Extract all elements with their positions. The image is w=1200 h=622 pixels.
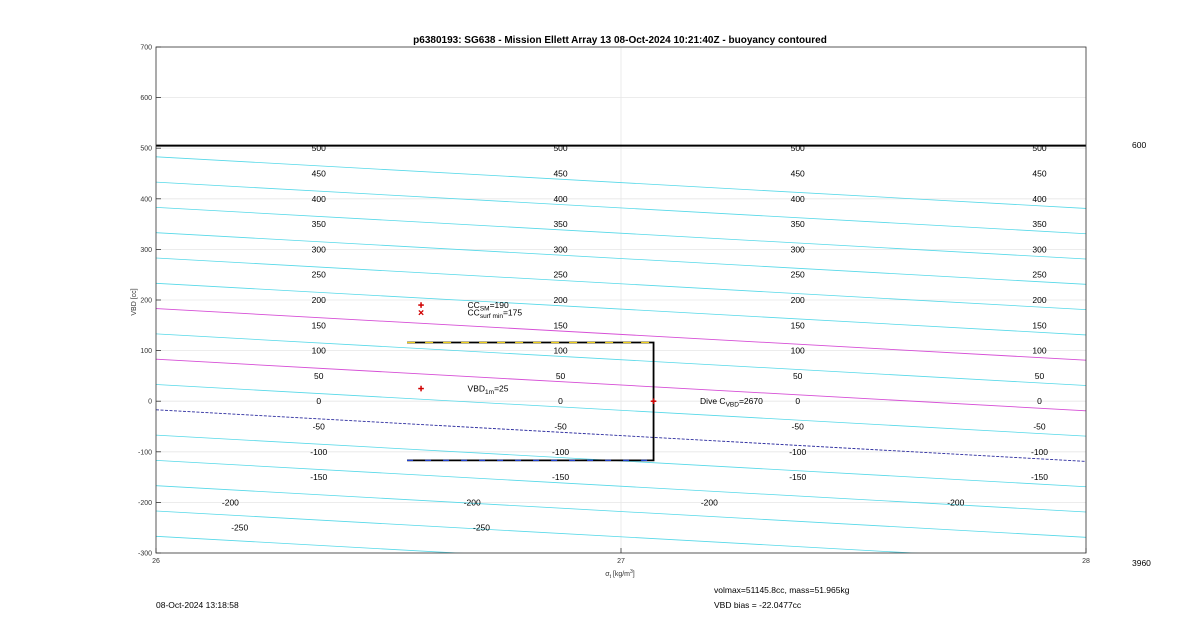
contour-label: 200 [311,295,326,305]
right-label-bottom: 3960 [1132,558,1151,568]
contour-label: 100 [790,345,805,356]
grid-lines [156,47,1086,553]
contour-label: -50 [312,421,325,432]
contour-label: 300 [311,244,326,255]
chart-title: p6380193: SG638 - Mission Ellett Array 13 08-Oct-2024 10:21:40Z - buoyancy contoured [413,35,827,46]
y-tick-label: 200 [140,297,152,305]
annotation-cc-surf: $CC_{surf min}=175$ [467,307,523,321]
x-tick-label: 28 [1082,558,1090,565]
contour-label: -50 [1033,421,1046,432]
contour-label: 150 [553,320,568,331]
contour-label: 0 [1037,396,1042,407]
x-tick-label: 26 [152,558,160,565]
contour-label: -50 [791,421,804,432]
y-tick-label: 100 [140,348,152,356]
x-tick-label: 27 [617,558,625,565]
contour-label: 300 [1032,244,1047,255]
footer-vbd-bias: VBD bias = -22.0477cc [714,600,802,610]
contour-label: 250 [553,269,568,280]
y-tick-label: 700 [140,44,152,52]
annotation-dive-c: Dive $C_{VBD}=2670$ [700,396,763,409]
contour-label: 300 [790,244,805,255]
contour-label: -50 [554,421,567,432]
contour-label: 450 [553,168,568,179]
contour-label: 500 [311,143,326,154]
contour-label: 500 [1032,143,1047,154]
contour-label: 100 [1032,345,1047,356]
plus-marker [418,302,424,308]
contour-label: 400 [553,193,568,204]
contour-label: -100 [789,446,807,457]
contour-label: 0 [316,396,322,407]
annotation-cc-sm: $CC_{SM}=190$ [467,300,509,313]
contour-label: -150 [789,472,807,483]
contour-label: -100 [552,446,570,457]
axes [138,45,1090,566]
contour-label: 400 [790,193,805,204]
contour-label: -200 [221,497,239,508]
footer-date: 08-Oct-2024 13:18:58 [156,600,239,610]
contour-label: 500 [790,143,805,154]
y-tick-label: 300 [140,246,152,254]
contour-label: 300 [553,244,568,255]
contour-label: 350 [1032,219,1047,230]
contour-label: 150 [1032,320,1047,331]
contour-label: 50 [1034,370,1045,381]
contour-label: 50 [792,370,803,381]
contour-label: 50 [314,370,324,381]
y-tick-label: 0 [148,398,152,406]
plus-marker [651,398,657,404]
footer-volmax: volmax=51145.8cc, mass=51.965kg [714,585,850,595]
y-tick-label: 500 [140,145,152,153]
y-tick-label: -200 [137,499,152,507]
contour-label: -100 [310,446,328,457]
contour-label: 100 [311,345,326,356]
contour-label: -150 [1030,472,1049,483]
annotation-vbd-1m: $VBD_{1m}=25$ [467,383,509,397]
contour-label: -250 [472,522,491,533]
y-tick-label: 600 [140,95,152,103]
y-axis-label: VBD [cc] [131,288,138,316]
contour-label: 250 [311,269,326,280]
contour-label: 500 [553,143,568,154]
contour-label: 350 [311,219,326,230]
y-tick-label: 400 [140,196,152,204]
contour-label: 150 [311,320,326,331]
contour-label: 400 [1032,193,1047,204]
contour-label: 0 [795,396,801,407]
right-label-top: 600 [1132,140,1147,150]
contour-label: 450 [311,168,326,179]
contour-label: 350 [553,219,568,230]
contour-label: 350 [790,219,805,230]
contour-label: -200 [947,497,965,508]
annotations [468,300,764,409]
contour-label: 50 [555,370,566,381]
plus-marker [418,386,424,392]
contour-label: 450 [1032,168,1047,179]
y-tick-label: -100 [137,449,152,457]
contour-label: 250 [1032,269,1047,280]
contour-label: 0 [558,396,563,407]
contour-label: 200 [553,295,568,305]
contour-label: -100 [1030,446,1049,457]
contour-label: -150 [310,472,328,483]
contour-label: -200 [463,497,481,508]
y-tick-label: -300 [137,550,152,558]
contour-label: 200 [1032,295,1047,305]
contour-label: 100 [553,345,568,356]
x-axis-label: $\sigma_t$ $[kg/m^3]$ [605,569,635,580]
contour-label: 200 [790,295,805,305]
contour-label: 400 [311,193,326,204]
contour-label: 150 [790,320,805,331]
contour-label: -150 [552,472,570,483]
contour-labels [222,143,1048,533]
contour-label: -200 [700,497,718,508]
contour-label: 250 [790,269,805,280]
x-marker [419,310,423,314]
contour-label: -250 [231,522,249,533]
contour-label: 450 [790,168,805,179]
